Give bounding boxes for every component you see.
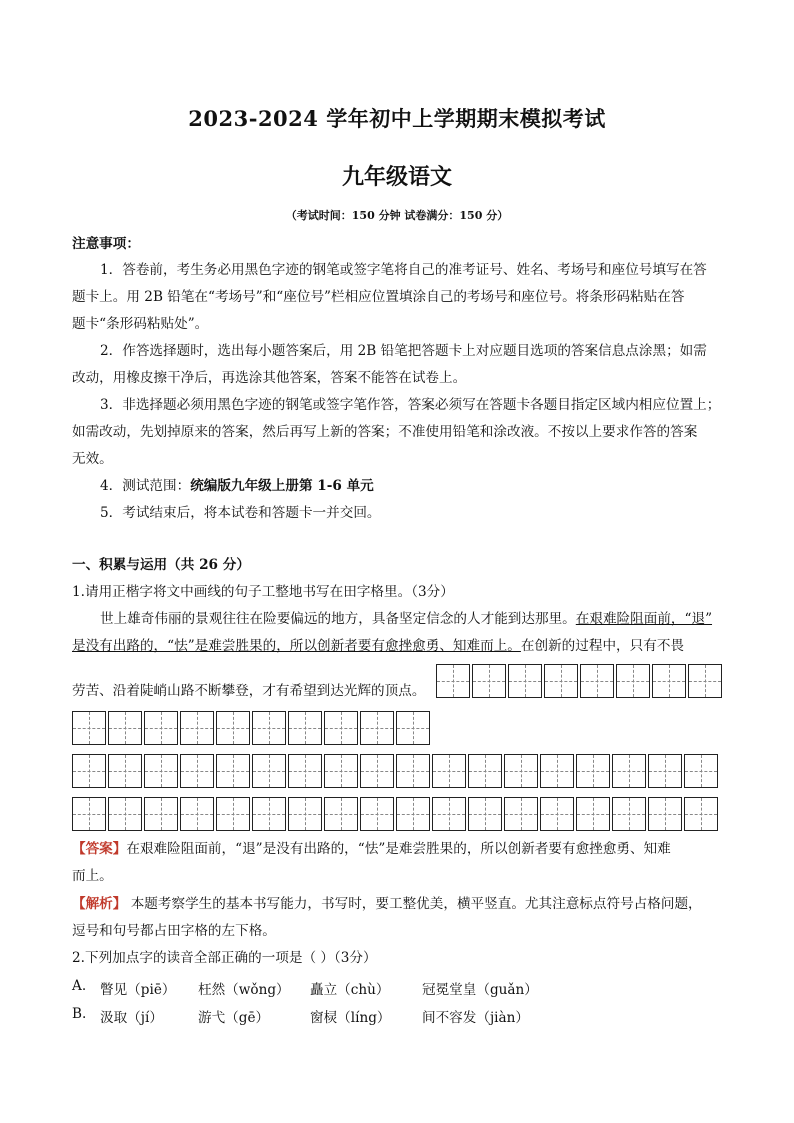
tianzige-cell[interactable] bbox=[652, 664, 686, 698]
tianzige-cell[interactable] bbox=[360, 711, 394, 745]
option-item: 矗立（chù） bbox=[310, 982, 390, 998]
tianzige-cell[interactable] bbox=[252, 797, 286, 831]
tianzige-cell[interactable] bbox=[180, 754, 214, 788]
notes-heading: 注意事项： bbox=[72, 236, 140, 252]
tianzige-cell[interactable] bbox=[144, 711, 178, 745]
notes-line: 无效。 bbox=[72, 451, 113, 467]
tianzige-cell[interactable] bbox=[648, 797, 682, 831]
tianzige-cell[interactable] bbox=[216, 711, 250, 745]
tianzige-cell[interactable] bbox=[252, 754, 286, 788]
option-item: 窗棂（líng） bbox=[310, 1010, 391, 1026]
tianzige-cell[interactable] bbox=[396, 754, 430, 788]
analysis-label: 【解析】 bbox=[72, 896, 127, 912]
tianzige-cell[interactable] bbox=[108, 797, 142, 831]
tianzige-cell[interactable] bbox=[612, 797, 646, 831]
tianzige-row[interactable] bbox=[72, 711, 432, 745]
tianzige-row[interactable] bbox=[72, 797, 720, 831]
tianzige-cell[interactable] bbox=[504, 754, 538, 788]
tianzige-cell[interactable] bbox=[576, 797, 610, 831]
underlined-sentence: 是没有出路的，“怯”是难尝胜果的，所以创新者要有愈挫愈勇、知难而上。 bbox=[72, 638, 521, 654]
answer-text: 在艰难险阻面前，“退”是没有出路的，“怯”是难尝胜果的，所以创新者要有愈挫愈勇、知难 bbox=[126, 841, 671, 857]
tianzige-cell[interactable] bbox=[576, 754, 610, 788]
tianzige-cell[interactable] bbox=[468, 797, 502, 831]
exam-title: 2023-2024 学年初中上学期期末模拟考试 bbox=[188, 106, 606, 131]
tianzige-cell[interactable] bbox=[144, 754, 178, 788]
tianzige-cell[interactable] bbox=[288, 797, 322, 831]
tianzige-cell[interactable] bbox=[180, 711, 214, 745]
notes-line: 如需改动，先划掉原来的答案，然后再写上新的答案；不准使用铅笔和涂改液。不按以上要求作答的答案 bbox=[72, 424, 698, 440]
option-label[interactable]: B. bbox=[72, 1006, 87, 1022]
tianzige-cell[interactable] bbox=[436, 664, 470, 698]
tianzige-cell[interactable] bbox=[468, 754, 502, 788]
tianzige-cell[interactable] bbox=[108, 754, 142, 788]
answer-label: 【答案】 bbox=[72, 841, 127, 857]
tianzige-cell[interactable] bbox=[72, 754, 106, 788]
tianzige-cell[interactable] bbox=[688, 664, 722, 698]
tianzige-cell[interactable] bbox=[648, 754, 682, 788]
notes-item-5: 5．考试结束后，将本试卷和答题卡一并交回。 bbox=[100, 505, 381, 521]
notes-line: 改动，用橡皮擦干净后，再选涂其他答案，答案不能答在试卷上。 bbox=[72, 370, 467, 386]
analysis-line bbox=[72, 896, 732, 912]
notes-item-4 bbox=[100, 478, 760, 494]
tianzige-cell[interactable] bbox=[612, 754, 646, 788]
option-item: 间不容发（jiàn） bbox=[422, 1010, 529, 1026]
option-label[interactable]: A. bbox=[72, 978, 87, 994]
notes-line: 2．作答选择题时，选出每小题答案后，用 2B 铅笔把答题卡上对应题目选项的答案信息点涂黑；如需 bbox=[100, 343, 707, 359]
option-item: 游弋（gē） bbox=[198, 1010, 270, 1026]
tianzige-cell[interactable] bbox=[360, 754, 394, 788]
tianzige-cell[interactable] bbox=[72, 797, 106, 831]
tianzige-cell[interactable] bbox=[684, 754, 718, 788]
underlined-sentence: 在艰难险阻面前，“退” bbox=[575, 611, 713, 627]
tianzige-cell[interactable] bbox=[544, 664, 578, 698]
tianzige-cell[interactable] bbox=[432, 754, 466, 788]
question-2-stem: 2.下列加点字的读音全部正确的一项是（ ）（3分） bbox=[72, 950, 377, 966]
analysis-text: 本题考察学生的基本书写能力，书写时，要工整优美，横平竖直。尤其注意标点符号占格问题， bbox=[126, 896, 702, 912]
option-item: 枉然（wǒng） bbox=[198, 982, 290, 998]
notes-line: 3．非选择题必须用黑色字迹的钢笔或签字笔作答，答案必须写在答题卡各题目指定区域内相应位置上； bbox=[100, 397, 721, 413]
exam-subtitle: 九年级语文 bbox=[341, 165, 452, 190]
tianzige-cell[interactable] bbox=[180, 797, 214, 831]
tianzige-cell[interactable] bbox=[288, 711, 322, 745]
tianzige-cell[interactable] bbox=[72, 711, 106, 745]
question-1-passage bbox=[72, 638, 732, 654]
tianzige-cell[interactable] bbox=[216, 797, 250, 831]
tianzige-cell[interactable] bbox=[288, 754, 322, 788]
tianzige-cell[interactable] bbox=[324, 797, 358, 831]
tianzige-row[interactable] bbox=[72, 754, 720, 788]
tianzige-cell[interactable] bbox=[508, 664, 542, 698]
test-scope: 统编版九年级上册第 1-6 单元 bbox=[190, 478, 374, 494]
tianzige-cell[interactable] bbox=[216, 754, 250, 788]
question-1-stem: 1.请用正楷字将文中画线的句子工整地书写在田字格里。（3分） bbox=[72, 584, 454, 600]
tianzige-cell[interactable] bbox=[472, 664, 506, 698]
option-item: 汲取（jí） bbox=[100, 1010, 163, 1026]
tianzige-cell[interactable] bbox=[684, 797, 718, 831]
tianzige-cell[interactable] bbox=[144, 797, 178, 831]
answer-line bbox=[72, 841, 732, 857]
notes-line: 题卡“条形码粘贴处”。 bbox=[72, 316, 209, 332]
tianzige-cell[interactable] bbox=[396, 797, 430, 831]
passage-text: 劳苦、沿着陡峭山路不断攀登，才有希望到达光辉的顶点。 bbox=[72, 683, 426, 699]
answer-text: 而上。 bbox=[72, 868, 113, 884]
analysis-text: 逗号和句号都占田字格的左下格。 bbox=[72, 923, 276, 939]
tianzige-cell[interactable] bbox=[108, 711, 142, 745]
notes-line: 1．答卷前，考生务必用黑色字迹的钢笔或签字笔将自己的准考证号、姓名、考场号和座位号填写在答 bbox=[100, 262, 707, 278]
passage-text: 世上雄奇伟丽的景观往往在险要偏远的地方，具备坚定信念的人才能到达那里。 bbox=[100, 611, 576, 627]
tianzige-cell[interactable] bbox=[540, 754, 574, 788]
tianzige-cell[interactable] bbox=[616, 664, 650, 698]
tianzige-cell[interactable] bbox=[360, 797, 394, 831]
tianzige-cell[interactable] bbox=[432, 797, 466, 831]
tianzige-cell[interactable] bbox=[396, 711, 430, 745]
tianzige-cell[interactable] bbox=[324, 711, 358, 745]
notes-line: 题卡上。用 2B 铅笔在“考场号”和“座位号”栏相应位置填涂自己的考场号和座位号。将条形码粘贴在答 bbox=[72, 289, 685, 305]
exam-info: （考试时间：150 分钟 试卷满分：150 分） bbox=[285, 209, 509, 222]
section-heading: 一、积累与运用（共 26 分） bbox=[72, 557, 250, 573]
option-item: 瞥见（piē） bbox=[100, 982, 176, 998]
tianzige-cell[interactable] bbox=[324, 754, 358, 788]
question-1-passage bbox=[100, 611, 760, 627]
notes-item-4-prefix: 4．测试范围： bbox=[100, 478, 191, 494]
passage-text: 在创新的过程中，只有不畏 bbox=[520, 638, 685, 654]
tianzige-cell[interactable] bbox=[504, 797, 538, 831]
tianzige-row[interactable] bbox=[436, 664, 724, 698]
tianzige-cell[interactable] bbox=[540, 797, 574, 831]
tianzige-cell[interactable] bbox=[580, 664, 614, 698]
option-item: 冠冕堂皇（guǎn） bbox=[422, 982, 538, 998]
tianzige-cell[interactable] bbox=[252, 711, 286, 745]
